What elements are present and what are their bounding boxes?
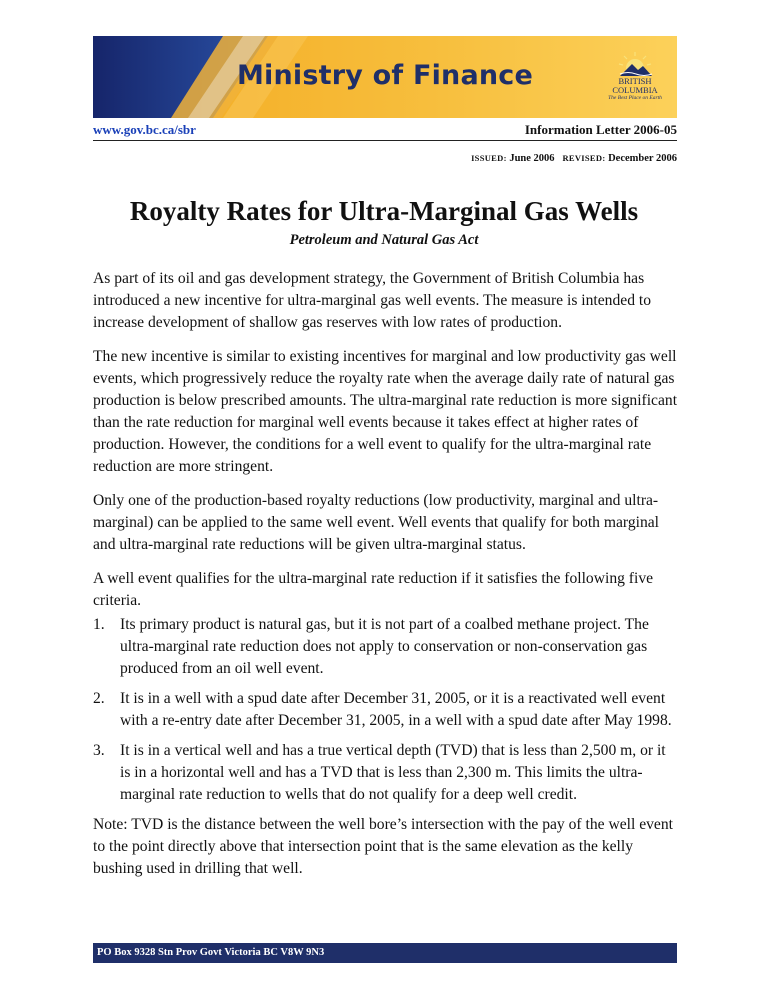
document-body [93,268,679,892]
sun-mountain-icon [600,50,670,76]
issued-date: June 2006 [509,153,555,164]
item-text: It is in a vertical well and has a true vertical depth (TVD) that is less than 2,500 m, or it is in a horizontal well and has a TVD that is less than 2,300 m. This limits the ultra-marginal rate reduction to wells that do not qualify for a deep well credit. [120,742,666,803]
criteria-list [93,614,679,806]
document-subtitle: Petroleum and Natural Gas Act [289,232,479,248]
logo-line2: COLUMBIA [612,85,658,95]
revised-date: December 2006 [608,153,677,164]
item-text: Its primary product is natural gas, but it is not part of a coalbed methane project. The ultra-marginal rate reduction does not apply to conservation or non-conservation gas produced from an oil well event. [120,616,649,677]
paragraph: As part of its oil and gas development strategy, the Government of British Columbia has introduced a new incentive for ultra-marginal gas well events. The measure is intended to increase development of shallow gas reserves with low rates of production. [93,270,652,331]
item-text: It is in a well with a spud date after December 31, 2005, or it is a reactivated well event with a re-entry date after December 31, 2005, in a well with a spud date after May 1998. [120,690,672,729]
revised-label: REVISED: [562,153,606,163]
issue-dates [471,153,677,164]
item-number: 3. [93,742,105,759]
header-rule [93,140,677,141]
paragraph: The new incentive is similar to existing incentives for marginal and low productivity gas well events, which progressively reduce the royalty rate when the average daily rate of natural gas production is below prescribed amounts. The ultra-marginal rate reduction is more significant than the rate reduction for marginal well events because it takes effect at higher rates of production. However, the conditions for a well event to qualify for the ultra-marginal rate reduction are more stringent. [93,348,678,475]
item-number: 1. [93,616,105,633]
website-link[interactable]: www.gov.bc.ca/sbr [93,122,196,137]
issued-label: ISSUED: [471,153,507,163]
bc-logo [600,50,670,112]
logo-tagline: The Best Place on Earth [608,95,662,101]
logo-line1: BRITISH [618,76,652,86]
list-item [93,740,679,806]
banner-title: Ministry of Finance [236,60,534,91]
footer-address: PO Box 9328 Stn Prov Govt Victoria BC V8W 9N3 [93,943,677,963]
item-number: 2. [93,690,105,707]
list-item [93,614,679,680]
list-item [93,688,679,732]
paragraph: Only one of the production-based royalty reductions (low productivity, marginal and ultra-marginal) can be applied to the same well event. Well events that qualify for both marginal and ultra-marginal rate reductions will be given ultra-marginal status. [93,492,660,553]
document-title: Royalty Rates for Ultra-Marginal Gas Wells [129,196,639,226]
paragraph: A well event qualifies for the ultra-marginal rate reduction if it satisfies the following five criteria. [93,570,654,609]
letter-number: Information Letter 2006-05 [524,122,677,137]
tvd-note: Note: TVD is the distance between the well bore’s intersection with the pay of the well event to the point directly above that intersection point that is the same elevation as the kelly bushing used in drilling that well. [93,816,673,877]
ministry-banner [93,36,677,118]
